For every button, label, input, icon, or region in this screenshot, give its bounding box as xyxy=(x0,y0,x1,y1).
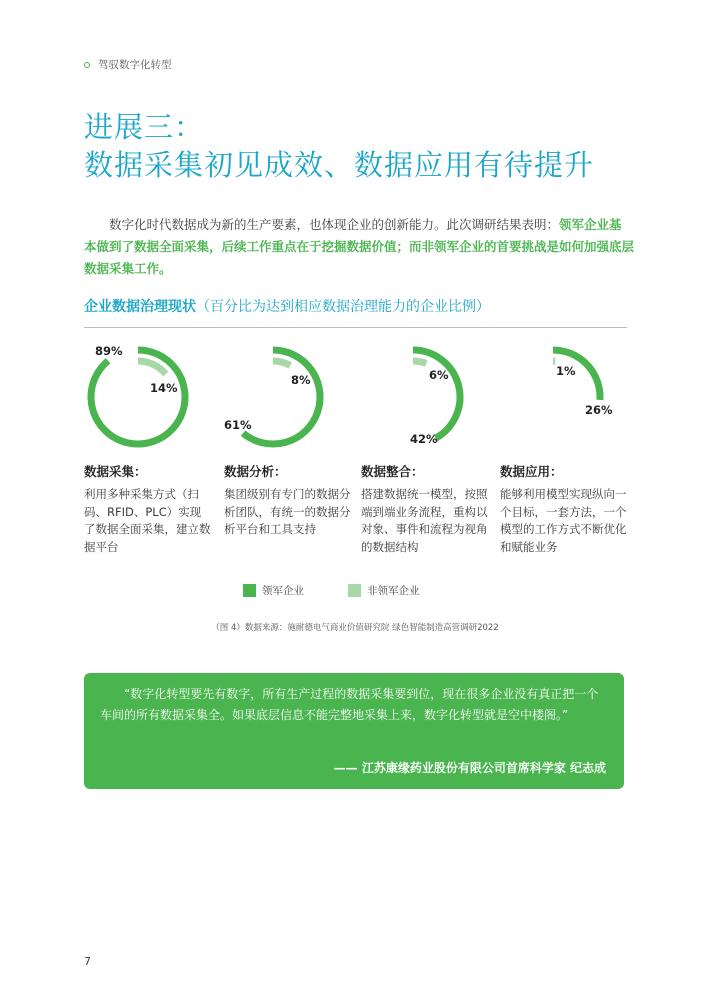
chart-title-note: （百分比为达到相应数据治理能力的企业比例） xyxy=(196,299,490,315)
chart-title xyxy=(84,296,490,316)
leader-percent-data-collection: 89% xyxy=(95,344,123,358)
page-title-line1: 进展三： xyxy=(84,110,205,144)
non-leader-percent-data-collection: 14% xyxy=(150,381,178,395)
legend-swatch-non-leader xyxy=(348,584,361,597)
page-title xyxy=(84,108,594,184)
non-leader-arc xyxy=(273,361,290,365)
leader-percent-data-integration: 42% xyxy=(410,432,438,446)
legend-swatch-leader xyxy=(243,584,256,597)
category-desc-data-application: 能够利用模型实现纵向一个目标，一套方法，一个模型的工作方式不断优化和赋能业务 xyxy=(500,487,627,554)
figure-source: （图 4）数据来源：施耐德电气商业价值研究院 绿色智能制造高管调研2022 xyxy=(211,623,499,633)
category-desc-data-collection: 利用多种采集方式（扫码、RFID、PLC）实现了数据全面采集，建立数据平台 xyxy=(84,487,211,554)
category-label-data-collection: 数据采集： xyxy=(84,464,147,479)
legend-label-leader: 领军企业 xyxy=(262,585,304,597)
category-label-data-integration: 数据整合： xyxy=(361,464,424,479)
page-number: 7 xyxy=(84,955,91,968)
intro-highlight: 领军企业基本做到了数据全面采集，后续工作重点在于挖掘数据价值；而非领军企业的首要挑战是如何加强底层数据采集工作。 xyxy=(84,217,635,276)
category-label-data-application: 数据应用： xyxy=(500,464,563,479)
running-header-text: 驾驭数字化转型 xyxy=(98,59,172,71)
page-title-line2: 数据采集初见成效、数据应用有待提升 xyxy=(84,148,595,182)
legend-item-leader xyxy=(243,583,304,598)
non-leader-arc xyxy=(138,361,166,374)
intro-text: 数字化时代数据成为新的生产要素，也体现企业的创新能力。此次调研结果表明： xyxy=(109,217,560,232)
leader-percent-data-analysis: 61% xyxy=(224,418,252,432)
running-header xyxy=(84,57,172,72)
category-label-data-analysis: 数据分析： xyxy=(224,464,287,479)
divider xyxy=(84,327,627,328)
non-leader-percent-data-analysis: 8% xyxy=(291,373,311,387)
quote-author: —— 江苏康缘药业股份有限公司首席科学家 纪志成 xyxy=(333,761,606,775)
legend-item-non-leader xyxy=(348,583,420,598)
leader-percent-data-application: 26% xyxy=(585,403,613,417)
ring-chart-data-analysis xyxy=(214,338,332,456)
category-desc-data-analysis: 集团级别有专门的数据分析团队，有统一的数据分析平台和工具支持 xyxy=(224,487,351,536)
circle-bullet-icon xyxy=(84,62,90,68)
category-desc-data-integration: 搭建数据统一模型，按照端到端业务流程，重构以对象、事件和流程为视角的数据结构 xyxy=(361,487,488,554)
non-leader-percent-data-integration: 6% xyxy=(429,368,449,382)
legend-label-non-leader: 非领军企业 xyxy=(367,585,420,597)
non-leader-percent-data-application: 1% xyxy=(556,364,576,378)
non-leader-arc xyxy=(413,361,426,364)
quote-text: “数字化转型要先有数字，所有生产过程的数据采集要到位，现在很多企业没有真正把一个车间的所有数据采集全。如果底层信息不能完整地采集上来，数字化转型就是空中楼阁。” xyxy=(100,687,599,722)
ring-chart-data-application xyxy=(494,338,612,456)
intro-paragraph xyxy=(84,214,634,280)
chart-title-bold: 企业数据治理现状 xyxy=(84,299,196,315)
